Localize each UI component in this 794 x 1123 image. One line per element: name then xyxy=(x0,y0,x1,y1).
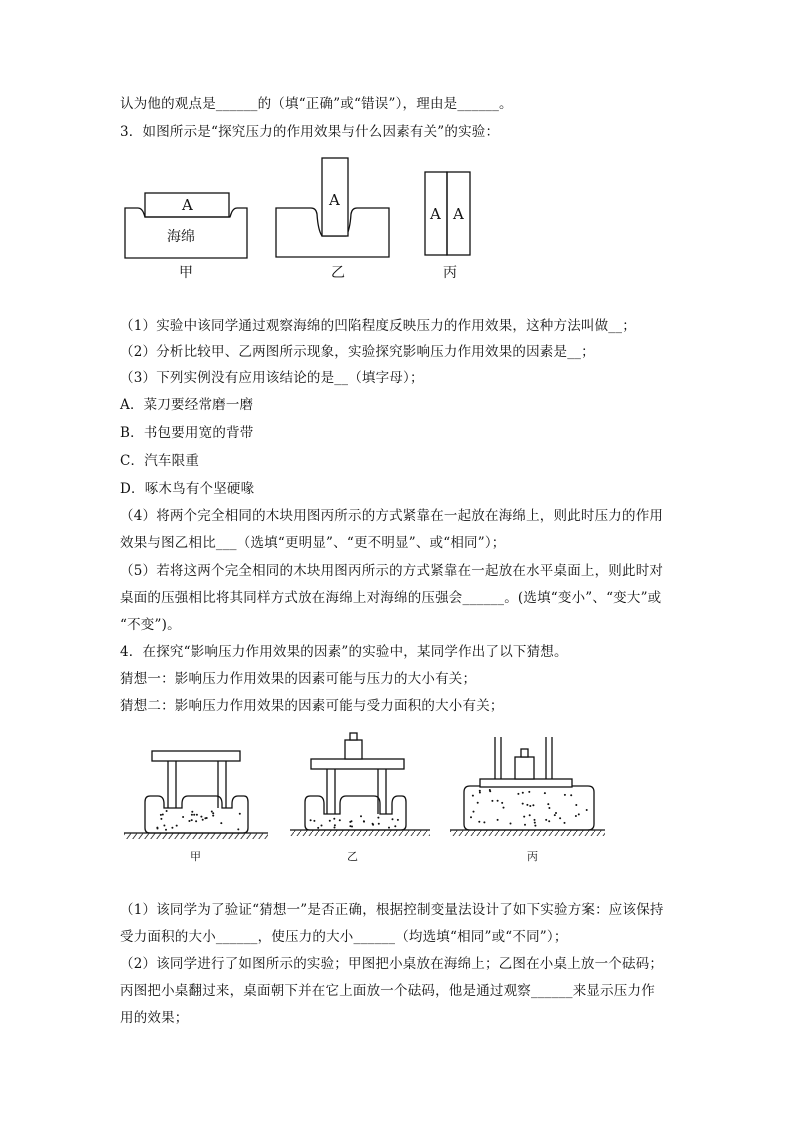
text-line-1: 认为他的观点是______的（填“正确”或“错误”），理由是______。 xyxy=(120,96,513,112)
block-a-label-bing-right: A xyxy=(453,205,464,223)
q4-part-1-line-2: 受力面积的大小______，使压力的大小______（均选填“相同”或“不同”）； xyxy=(120,929,568,945)
option-d: D．啄木鸟有个坚硬喙 xyxy=(120,481,255,497)
q4-part-1-line-1: （1）该同学为了验证“猜想一”是否正确，根据控制变量法设计了如下实验方案：应该保持 xyxy=(120,902,664,918)
option-a: A．菜刀要经常磨一磨 xyxy=(120,397,254,413)
q3-part-1: （1）实验中该同学通过观察海绵的凹陷程度反映压力的作用效果，这种方法叫做__； xyxy=(120,318,636,334)
q3-part-2: （2）分析比较甲、乙两图所示现象，实验探究影响压力作用效果的因素是__； xyxy=(120,344,595,360)
sponge-label: 海绵 xyxy=(167,229,195,245)
sponge-yi-2 xyxy=(305,796,406,830)
q4-part-2-line-3: 用的效果； xyxy=(120,1010,189,1026)
option-c: C．汽车限重 xyxy=(120,453,200,469)
weight-yi xyxy=(345,740,362,759)
block-a-label-bing-left: A xyxy=(430,205,441,223)
sponge-texture-dots xyxy=(156,789,587,831)
q3-part-5-line-2: 桌面的压强相比将其同样方式放在海绵上对海绵的压强会______。(选填“变小”、“变大”或 xyxy=(120,590,662,606)
caption-yi: 乙 xyxy=(331,265,345,281)
question-3-heading: 3．如图所示是“探究压力的作用效果与什么因素有关”的实验： xyxy=(120,124,500,140)
caption-jia: 甲 xyxy=(179,265,193,281)
hypothesis-1: 猜想一：影响压力作用效果的因素可能与压力的大小有关； xyxy=(120,671,477,687)
option-b: B．书包要用宽的背带 xyxy=(120,425,254,441)
block-a-label-jia: A xyxy=(182,196,193,214)
q4-part-2-line-2: 丙图把小桌翻过来，桌面朝下并在它上面放一个砝码，他是通过观察______来显示压力作 xyxy=(120,983,655,999)
caption-bing: 丙 xyxy=(443,265,457,281)
block-a-label-yi: A xyxy=(329,191,340,209)
fig2-caption-jia: 甲 xyxy=(190,850,201,863)
fig2-caption-bing: 丙 xyxy=(527,850,538,863)
q4-part-2-line-1: （2）该同学进行了如图所示的实验；甲图把小桌放在海绵上；乙图在小桌上放一个砝码； xyxy=(120,956,664,972)
fig2-caption-yi: 乙 xyxy=(347,850,358,863)
hypothesis-2: 猜想二：影响压力作用效果的因素可能与受力面积的大小有关； xyxy=(120,698,504,714)
q3-part-4-line-1: （4）将两个完全相同的木块用图丙所示的方式紧靠在一起放在海绵上，则此时压力的作用 xyxy=(120,508,664,524)
q3-part-4-line-2: 效果与图乙相比___（选填“更明显”、“更不明显”、或“相同”）； xyxy=(120,535,506,551)
q3-part-5-line-1: （5）若将这两个完全相同的木块用图丙所示的方式紧靠在一起放在水平桌面上，则此时对 xyxy=(120,563,664,579)
q3-part-5-line-3: “不变”)。 xyxy=(120,617,181,633)
q3-part-3: （3）下列实例没有应用该结论的是__（填字母）； xyxy=(120,370,424,386)
weight-bing xyxy=(515,757,534,779)
question-4-heading: 4．在探究“影响压力作用效果的因素”的实验中，某同学作出了以下猜想。 xyxy=(120,644,568,660)
table-top-yi xyxy=(311,759,404,769)
table-top-bing xyxy=(480,779,572,787)
table-top-jia xyxy=(152,751,240,761)
